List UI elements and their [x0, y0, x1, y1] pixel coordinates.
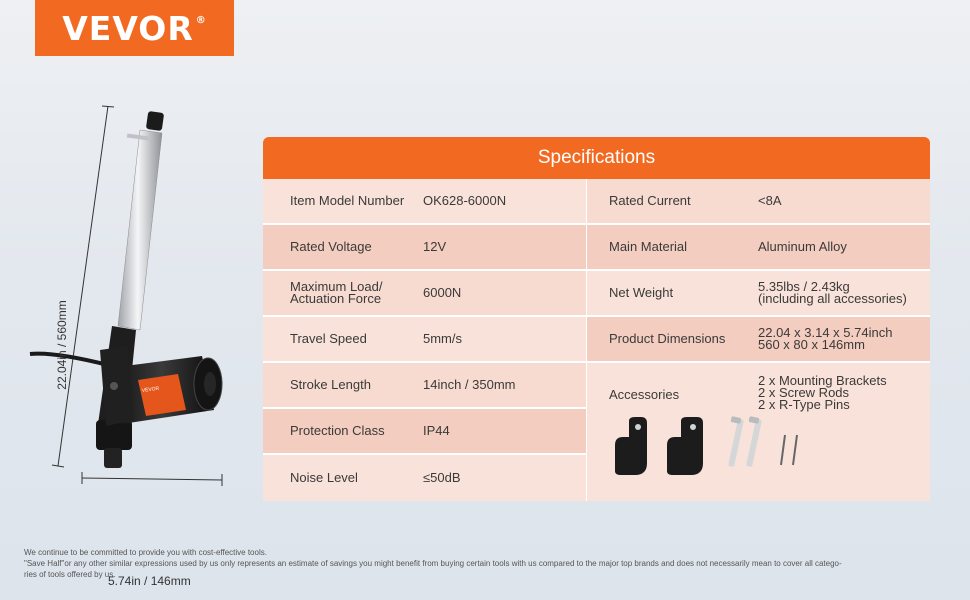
spec-row	[263, 271, 586, 315]
spec-label: Main Material	[609, 239, 688, 254]
spec-label	[290, 281, 415, 305]
spec-value: OK628-6000N	[423, 193, 507, 208]
spec-label: Stroke Length	[290, 377, 371, 392]
row-divider	[263, 223, 930, 225]
linear-actuator-image	[0, 90, 260, 510]
spec-label: Travel Speed	[290, 331, 367, 346]
row-divider	[263, 361, 930, 363]
mounting-bracket-icon	[667, 417, 703, 475]
width-dimension-line	[82, 478, 222, 480]
specifications-table	[263, 137, 930, 501]
specs-right-column	[587, 179, 930, 501]
spec-value: IP44	[423, 423, 450, 438]
spec-value-line: 2 x R-Type Pins	[758, 397, 850, 412]
screw-rod-icon	[728, 416, 744, 467]
spec-value-line: 560 x 80 x 146mm	[758, 337, 865, 352]
spec-value: ≤50dB	[423, 470, 461, 485]
spec-label: Noise Level	[290, 470, 358, 485]
spec-label: Rated Current	[609, 193, 691, 208]
accessories-row	[587, 363, 930, 501]
spec-value-line: 2 x Screw Rods	[758, 385, 850, 400]
r-type-pin-icon	[781, 435, 797, 465]
spec-row	[587, 271, 930, 315]
spec-value	[758, 375, 887, 411]
spec-value	[758, 327, 892, 351]
spec-label: Protection Class	[290, 423, 385, 438]
spec-row	[263, 179, 586, 223]
mounting-bracket-icon	[615, 417, 647, 475]
footer-line: ries of tools offered by us.	[24, 570, 116, 579]
screw-rod-icon	[746, 416, 762, 467]
svg-text:VEVOR: VEVOR	[141, 385, 160, 394]
spec-value-line: 22.04 x 3.14 x 5.74inch	[758, 325, 893, 340]
spec-row	[263, 455, 586, 501]
accessories-image	[607, 415, 807, 485]
spec-row	[587, 225, 930, 269]
row-divider	[263, 407, 586, 409]
footer-line: "Save Half"or any other similar expressions used by us only represents an estimate of savings you might benefit from buying certain tools with us compared to the major top brands and does not necessarily mean to cover all catego-	[24, 559, 842, 568]
registered-mark: ®	[195, 14, 207, 26]
footer-line: We continue to be committed to provide you with cost-effective tools.	[24, 548, 267, 557]
height-dimension-label: 22.04in / 560mm	[55, 300, 69, 390]
spec-row	[263, 363, 586, 407]
spec-value: Aluminum Alloy	[758, 239, 847, 254]
width-dimension-label: 5.74in / 146mm	[108, 574, 191, 588]
spec-label: Product Dimensions	[609, 331, 726, 346]
spec-label: Accessories	[609, 387, 680, 402]
spec-row	[263, 225, 586, 269]
spec-label: Item Model Number	[290, 193, 405, 208]
spec-row	[263, 409, 586, 453]
row-divider	[263, 453, 586, 455]
spec-label-line: Maximum Load/	[290, 279, 383, 294]
spec-label-line: Actuation Force	[290, 291, 382, 306]
row-divider	[263, 315, 930, 317]
spec-row	[263, 317, 586, 361]
spec-value-line: 2 x Mounting Brackets	[758, 373, 887, 388]
spec-row	[587, 317, 930, 361]
spec-label: Rated Voltage	[290, 239, 372, 254]
spec-value: 5mm/s	[423, 331, 462, 346]
brand-name: VEVOR	[62, 8, 194, 48]
row-divider	[263, 269, 930, 271]
disclaimer-footer	[24, 547, 949, 580]
spec-row	[587, 179, 930, 223]
power-cable	[30, 354, 108, 365]
spec-value: 6000N	[423, 285, 462, 300]
spec-value-line: 5.35lbs / 2.43kg	[758, 279, 850, 294]
brand-logo	[35, 0, 234, 56]
spec-value: 14inch / 350mm	[423, 377, 516, 392]
spec-value: 12V	[423, 239, 447, 254]
specifications-title: Specifications	[263, 137, 930, 179]
spec-label: Net Weight	[609, 285, 674, 300]
spec-value	[758, 281, 907, 305]
spec-value: <8A	[758, 193, 782, 208]
spec-value-line: (including all accessories)	[758, 291, 907, 306]
